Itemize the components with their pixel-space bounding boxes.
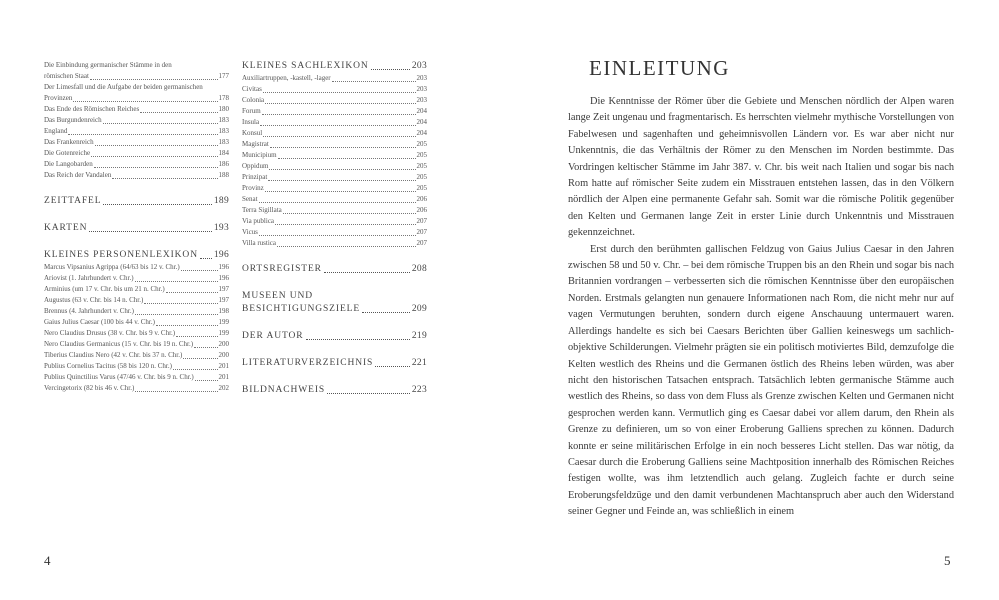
toc-entry: Prinzipat 205 (242, 173, 427, 181)
toc-heading-karten: KARTEN 193 (44, 223, 229, 233)
toc-heading-sachlexikon: KLEINES SACHLEXIKON 203 (242, 61, 427, 71)
toc-entry: Insula 204 (242, 118, 427, 126)
toc-entry: Brennus (4. Jahrhundert v. Chr.) 198 (44, 307, 229, 315)
toc-entry: Gaius Julius Caesar (100 bis 44 v. Chr.) 199 (44, 318, 229, 326)
toc-column-2 (242, 60, 427, 397)
toc-entry: Auxiliartruppen, -kastell, -lager 203 (242, 74, 427, 82)
toc-heading-ortsregister: ORTSREGISTER 208 (242, 264, 427, 274)
page-number-left: 4 (44, 553, 51, 568)
toc-entry: Das Ende des Römischen Reiches 180 (44, 105, 229, 113)
toc-entry: Marcus Vipsanius Agrippa (64/63 bis 12 v. Chr.) 196 (44, 263, 229, 271)
page-number-right: 5 (944, 553, 951, 568)
toc-entry: Civitas 203 (242, 85, 427, 93)
body-text (568, 94, 954, 521)
toc-entry: Colonia 203 (242, 96, 427, 104)
toc-entry: Publius Cornelius Tacitus (58 bis 120 n. Chr.) 201 (44, 362, 229, 370)
toc-entry: Nero Claudius Germanicus (15 v. Chr. bis 19 n. Chr.) 200 (44, 340, 229, 348)
toc-heading-museen: MUSEEN UND BESICHTIGUNGSZIELE 209 (242, 291, 427, 314)
toc-heading-personenlexikon: KLEINES PERSONENLEXIKON 196 (44, 250, 229, 260)
toc-entry: Provinz 205 (242, 184, 427, 192)
toc-entry: Ariovist (1. Jahrhundert v. Chr.) 196 (44, 274, 229, 282)
paragraph-2: Erst durch den berühmten gallischen Feldzug von Gaius Julius Caesar in den Jahren zwischen 58 und 50 v. Chr. – bei dem römische Truppen bis an den Rhein und sogar bis nach Britannien vordrangen – verbesserten sich die römischen Kenntnisse über den europäischen Norden. Erstmals gelangten nun genauere Informationen nach Rom, die nicht mehr nur auf vagen Vermutungen beruhten, sondern durch eigene Anschauung untermauert waren. Allerdings handelte es sich bei Caesars Berichten über Gallien keineswegs um sachlich-objektive Schilderungen. Vielmehr prägten sie ein politisch motiviertes Bild, demzufolge die Kelten westlich des Rheins und die Germanen östlich des Rheins leben würden, was aber nicht den historischen Tatsachen entsprach. Tatsächlich lebten germanische Stämme auch westlich des Rheins, so dass von dem Fluss als Grenze zwischen Kelten und Germanen nicht gesprochen werden kann. Vermutlich ging es Caesar dabei vor allem darum, den Rhein als Grenze zu definieren, um so von einer Eroberung Galliens sprechen zu können. Dadurch konnte er seine militärischen Erfolge in ein noch besseres Licht stellen. Das war nötig, da Caesar durch die Eroberung Galliens seine Machtposition innerhalb des Römischen Reiches festigen wollte, was ihm letztendlich auch gelang. Zugleich fachte er durch seine Eroberungsfeldzüge und den damit verbundenen Machtanspruch aber auch den Widerstand seiner Gegner und Feinde an, was schließlich in einem (568, 243, 954, 518)
toc-heading-bildnachweis: BILDNACHWEIS 223 (242, 385, 427, 395)
toc-entry: Terra Sigillata 206 (242, 206, 427, 214)
toc-heading-zeittafel: ZEITTAFEL 189 (44, 196, 229, 206)
toc-heading-autor: DER AUTOR 219 (242, 331, 427, 341)
toc-entry: Tiberius Claudius Nero (42 v. Chr. bis 37 n. Chr.) 200 (44, 351, 229, 359)
toc-entry: Das Frankenreich 183 (44, 138, 229, 146)
toc-entry: England 183 (44, 127, 229, 135)
toc-column-1 (44, 60, 229, 394)
toc-entry: Vicus 207 (242, 228, 427, 236)
toc-entry: Das Reich der Vandalen 188 (44, 171, 229, 179)
toc-entry: Magistrat 205 (242, 140, 427, 148)
paragraph-1: Die Kenntnisse der Römer über die Gebiete und Menschen nördlich der Alpen waren lange Zeit ungenau und fragmentarisch. Es herrschten vielmehr mythische Vorstellungen von Fabelwesen und sagenhaften und geheimnisvollen Ländern vor. Es war aber nicht nur Unkenntnis, die das Verhältnis der Römer zu den Menschen im Norden bestimmte. Das Vordringen keltischer Stämme im Jahr 387. v. Chr. bis weit nach Italien und sogar bis nach Rom hatte auf römischer Seite zudem ein Misstrauen entstehen lassen, das in den Völkern nördlich der Alpen eine permanente Gefahr sah. Somit war die römische Politik gegenüber den Kelten und Germanen lange Zeit in erster Linie durch Unkenntnis und Misstrauen gekennzeichnet. (568, 96, 954, 239)
toc-entry: Die Langobarden 186 (44, 160, 229, 168)
toc-entry: Arminius (um 17 v. Chr. bis um 21 n. Chr.) 197 (44, 285, 229, 293)
toc-entry: Publius Quinctilius Varus (47/46 v. Chr. bis 9 n. Chr.) 201 (44, 373, 229, 381)
toc-entry: Municipium 205 (242, 151, 427, 159)
toc-entry: Konsul 204 (242, 129, 427, 137)
chapter-title: EINLEITUNG (589, 56, 730, 80)
toc-entry: Die Gotenreiche 184 (44, 149, 229, 157)
toc-entry: Oppidum 205 (242, 162, 427, 170)
toc-heading-literatur: LITERATURVERZEICHNIS 221 (242, 358, 427, 368)
toc-entry: Senat 206 (242, 195, 427, 203)
toc-entry: Der Limesfall und die Aufgabe der beiden germanischen Provinzen 178 (44, 83, 229, 102)
toc-entry: Vercingetorix (82 bis 46 v. Chr.) 202 (44, 384, 229, 392)
toc-entry: Via publica 207 (242, 217, 427, 225)
toc-entry: Villa rustica 207 (242, 239, 427, 247)
toc-entry: Augustus (63 v. Chr. bis 14 n. Chr.) 197 (44, 296, 229, 304)
toc-entry: Das Burgundenreich 183 (44, 116, 229, 124)
toc-entry: Forum 204 (242, 107, 427, 115)
toc-entry: Nero Claudius Drusus (38 v. Chr. bis 9 v. Chr.) 199 (44, 329, 229, 337)
toc-entry: Die Einbindung germanischer Stämme in den römischen Staat 177 (44, 61, 229, 80)
